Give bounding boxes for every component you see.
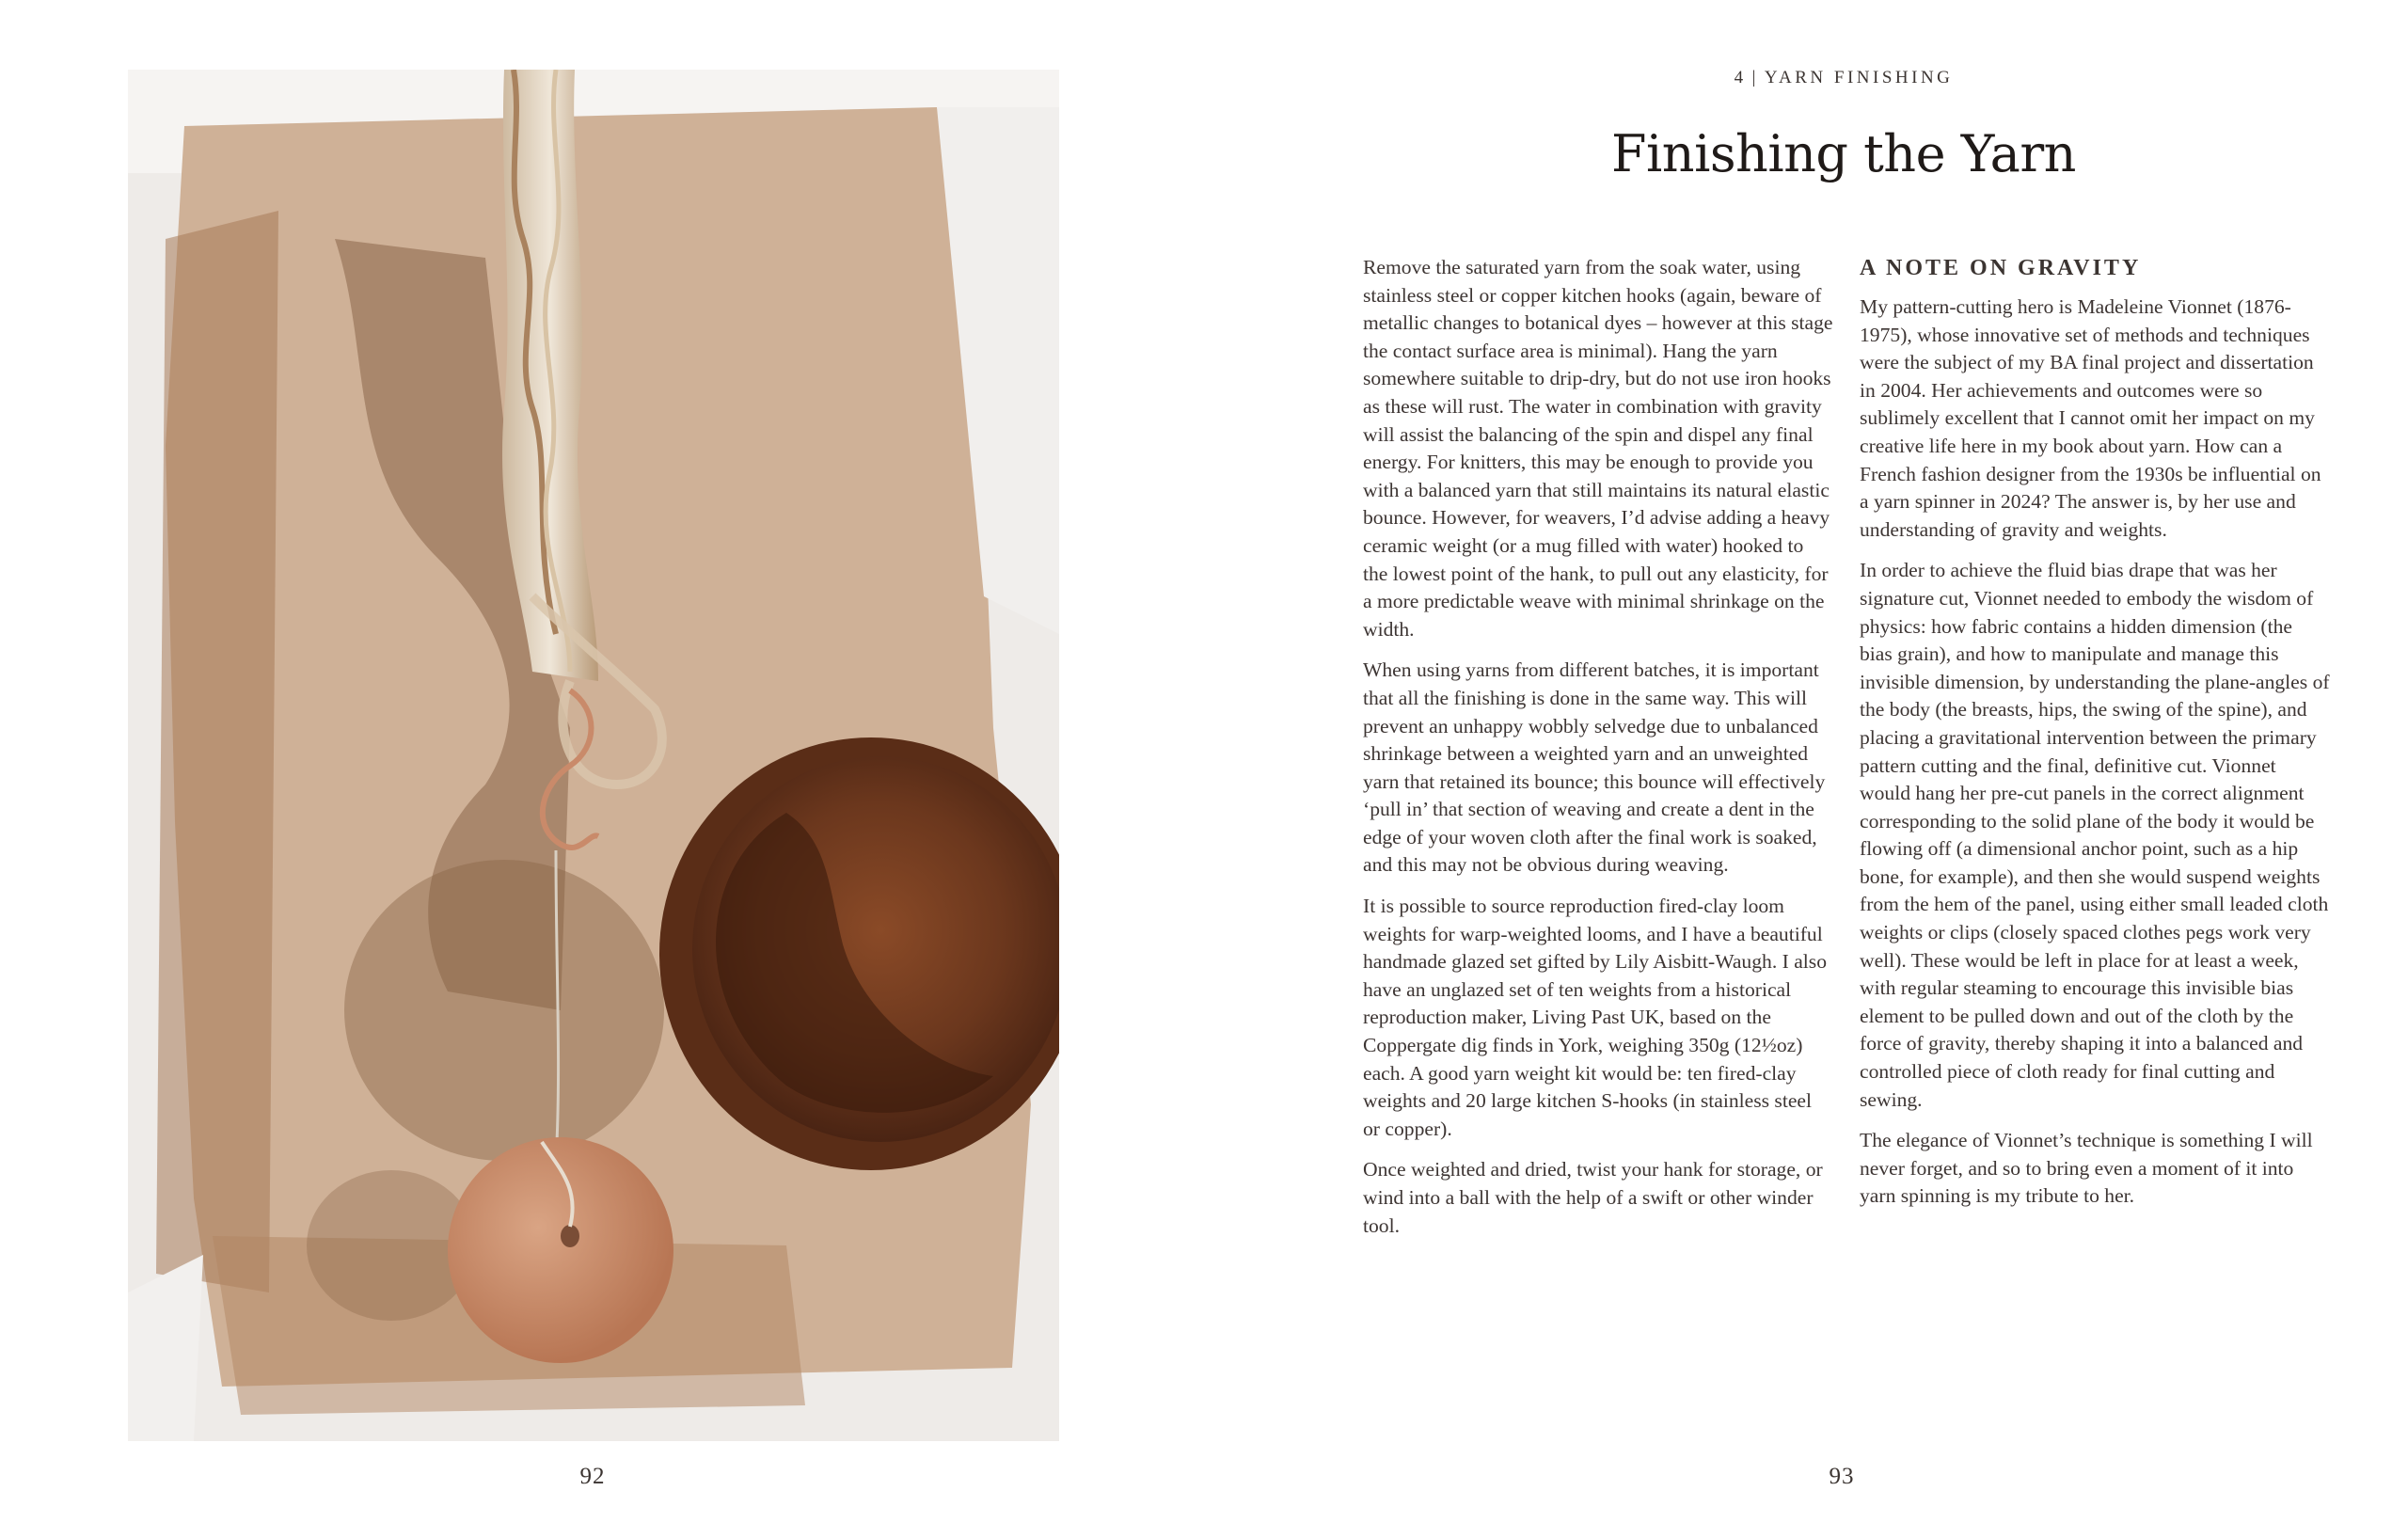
paragraph: In order to achieve the fluid bias drape that was her signature cut, Vionnet needed to embody the wisdom of physics: how fabric contains a hidden dimension (the bias grain), and how to manipulate and manage this invisible dimension, by understanding the plane-angles of the body (the breasts, hips, the swing of the spine), and placing a gravitational intervention between the primary pattern cutting and the final, definitive cut. Vionnet would hang her pre-cut panels in the correct alignment corresponding to the solid plane of the body it would be flowing off (a dimensional anchor point, such as a hip bone, for example), and then she would suspend weights from the hem of the panel, using either small leaded cloth weights or clips (closely spaced clothes pegs work very well). These would be left in place for at least a week, with regular steaming to encourage this invisible bias element to be pulled down and out of the cloth by the force of gravity, thereby shaping it into a balanced and controlled piece of cloth ready for final cutting and sewing.: [1860, 559, 2330, 1111]
paragraph: Remove the saturated yarn from the soak water, using stainless steel or copper kitchen hooks (again, beware of metallic changes to botanical dyes – however at this stage the contact surface area is minimal). Hang the yarn somewhere suitable to drip-dry, but do not use iron hooks as these will rust. The water in combination with gravity will assist the balancing of the spin and dispel any final energy. For knitters, this may be enough to provide you with a balanced yarn that still maintains its natural elastic bounce. However, for weavers, I’d advise adding a heavy ceramic weight (or a mug filled with water) hooked to the lowest point of the hank, to pull out any elasticity, for a more predictable weave with minimal shrinkage on the width.: [1363, 256, 1833, 641]
body-column-left: [1363, 254, 1833, 1253]
section-heading: A NOTE ON GRAVITY: [1860, 256, 2142, 280]
paragraph: My pattern-cutting hero is Madeleine Vionnet (1876-1975), whose innovative set of methods and techniques were the subject of my BA final project and dissertation in 2004. Her achievements and outcomes were so sublimely excellent that I cannot omit her impact on my creative life here in my book about yarn. How can a French fashion designer from the 1930s be influential on a yarn spinner in 2024? The answer is, by her use and understanding of gravity and weights.: [1860, 295, 2321, 541]
paragraph: It is possible to source reproduction fired-clay loom weights for warp-weighted looms, and I have a beautiful handmade glazed set gifted by Lily Aisbitt-Waugh. I also have an unglazed set of ten weights from a historical reproduction maker, Living Past UK, based on the Coppergate dig finds in York, weighing 350g (12½oz) each. A good yarn weight kit would be: ten fired-clay weights and 20 large kitchen S-hooks (in stainless steel or copper).: [1363, 895, 1827, 1140]
paragraph: When using yarns from different batches, it is important that all the finishing is done in the same way. This will prevent an unhappy wobbly selvedge due to unbalanced shrinkage between a weighted yarn and an unweighted yarn that retained its bounce; this bounce will effectively ‘pull in’ that section of weaving and create a dent in the edge of your woven cloth after the final work is soaked, and this may not be obvious during weaving.: [1363, 658, 1826, 877]
running-head: [1543, 68, 2145, 88]
paragraph: Once weighted and dried, twist your hank for storage, or wind into a ball with the help of a swift or other winder tool.: [1363, 1158, 1823, 1237]
body-column-right: [1860, 254, 2330, 1224]
yarn-photo: [128, 70, 1059, 1441]
running-head-separator: |: [1751, 68, 1759, 87]
page-title: Finishing the Yarn: [1611, 124, 2076, 183]
page-number-right: 93: [1829, 1464, 1855, 1489]
chapter-number: 4: [1734, 68, 1747, 87]
yarn-photo-illustration: [128, 70, 1059, 1441]
page-number-left: 92: [579, 1464, 606, 1489]
paragraph: The elegance of Vionnet’s technique is something I will never forget, and so to bring even a moment of it into yarn spinning is my tribute to her.: [1860, 1129, 2313, 1208]
chapter-title: YARN FINISHING: [1764, 68, 1954, 87]
